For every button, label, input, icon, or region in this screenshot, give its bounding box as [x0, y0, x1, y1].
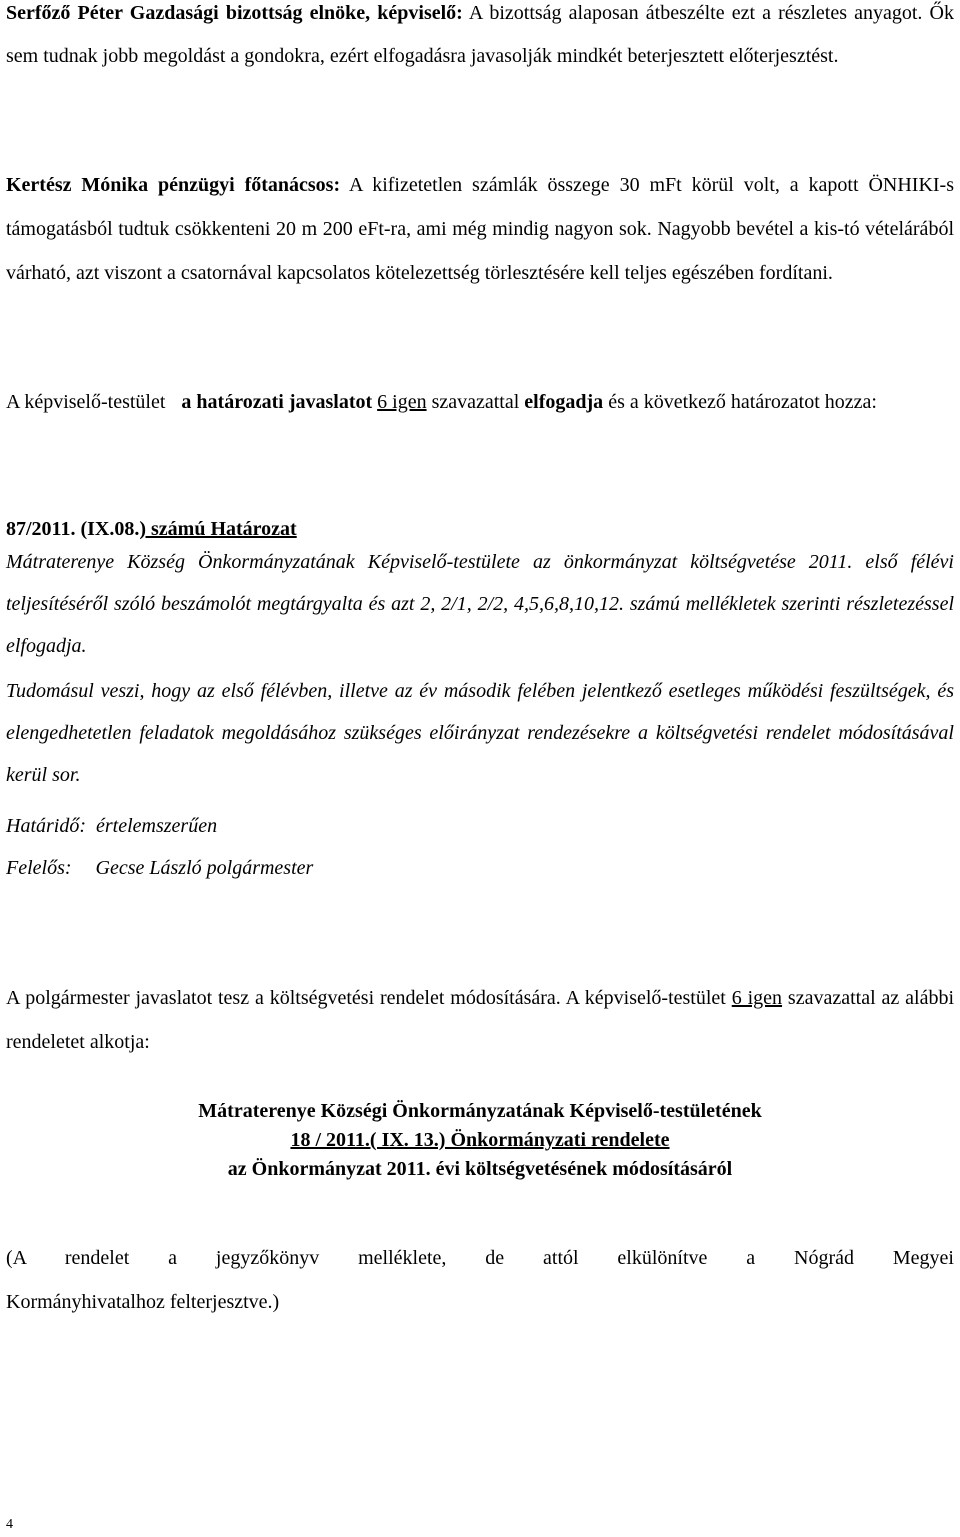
vote-statement: A képviselő-testület a határozati javaslatot 6 igen szavazattal elfogadja és a következő határozatot hozza:	[6, 391, 877, 413]
vote-result: elfogadja	[524, 391, 604, 413]
paragraph-text: A bizottság alaposan átbeszélte ezt a részletes anyagot. Ők sem tudnak jobb megoldást a gondokra, ezért elfogadásra javasolják mindkét beterjesztett előterjesztést.	[6, 2, 954, 67]
vote-count: 6 igen	[377, 391, 427, 413]
decree-heading-line2: 18 / 2011.( IX. 13.) Önkormányzati rendelete	[290, 1129, 670, 1151]
decree-heading-line3: az Önkormányzat 2011. évi költségvetésének módosításáról	[227, 1158, 733, 1180]
speaker-name: Serfőző Péter Gazdasági bizottság elnöke, képviselő:	[6, 2, 463, 24]
mayor-proposal: A polgármester javaslatot tesz a költségvetési rendelet módosítására. A képviselő-testület 6 igen szavazattal az alábbi rendeletet alkotja:	[6, 987, 954, 1053]
paragraph-kertesz	[6, 163, 954, 295]
paragraph-text: A kifizetetlen számlák összege 30 mFt körül volt, a kapott ÖNHIKI-s támogatásból tudtuk csökkenteni 20 m 200 eFt-ra, ami még mindig nagyon sok. Nagyobb bevétel a kis-tó vételárából várható, azt viszont a csatornával kapcsolatos kötelezettség törlesztésére kell teljes egészében fordítani.	[6, 174, 954, 284]
speaker-name: Kertész Mónika pénzügyi főtanácsos:	[6, 174, 341, 196]
resolution-body: Mátraterenye Község Önkormányzatának Képviselő-testülete az önkormányzat költségvetése 2011. első félévi teljesítéséről szóló beszámolót megtárgyalta és azt 2, 2/1, 2/2, 4,5,6,8,10,12. számú mellékletek szerinti részletezéssel elfogadja.	[6, 551, 954, 657]
paragraph-serfozo	[6, 0, 954, 78]
resolution-deadline: Határidő: értelemszerűen	[6, 815, 218, 837]
resolution-responsible: Felelős: Gecse László polgármester	[6, 857, 314, 879]
page-number: 4	[6, 1517, 13, 1532]
vote-count: 6 igen	[731, 987, 783, 1009]
decree-heading-line1: Mátraterenye Községi Önkormányzatának Képviselő-testületének	[198, 1100, 762, 1122]
resolution-title: 87/2011. (IX.08.) számú Határozat	[6, 518, 297, 540]
vote-subject: a határozati javaslatot	[181, 391, 373, 413]
closing-note: (A rendelet a jegyzőkönyv melléklete, de attól elkülönítve a Nógrád Megyei Kormányhivatalhoz felterjesztve.)	[6, 1247, 954, 1313]
resolution-note: Tudomásul veszi, hogy az első félévben, illetve az év második felében jelentkező esetleges működési feszültségek, és elengedhetetlen feladatok megoldásához szükséges előirányzat rendezésekre a költségvetési rendelet módosításával kerül sor.	[6, 680, 954, 786]
